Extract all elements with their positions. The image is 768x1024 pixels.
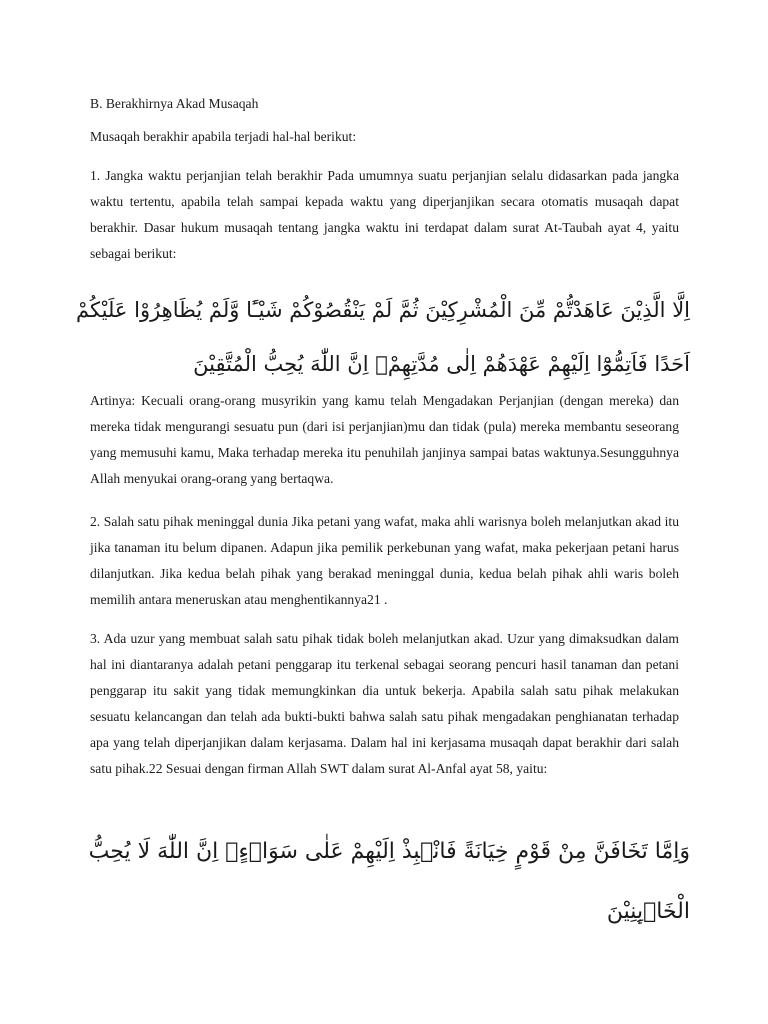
arabic-verse-al-anfal (90, 822, 690, 942)
arabic-verse-line: اِلَّا الَّذِيْنَ عَاهَدْتُّمْ مِّنَ الْمُشْرِكِيْنَ ثُمَّ لَمْ يَنْقُصُوْكُمْ شَيْـًٔا وَّلَمْ يُظَاهِرُوْا عَلَيْكُمْ (76, 298, 690, 322)
arabic-verse-at-taubah (76, 283, 690, 391)
paragraph-point-2: 2. Salah satu pihak meninggal dunia Jika petani yang wafat, maka ahli warisnya boleh melanjutkan akad itu jika tanaman itu belum dipanen. Adapun jika pemilik perkebunan yang wafat, maka pekerjaan petani harus dilanjutkan. Jika kedua belah pihak yang berakad meninggal dunia, kedua belah pihak ahli waris boleh memilih antara meneruskan atau menghentikannya21 . (90, 514, 679, 607)
paragraph-point-1: 1. Jangka waktu perjanjian telah berakhir Pada umumnya suatu perjanjian selalu didasarkan pada jangka waktu tertentu, apabila telah sampai kepada waktu yang diperjanjikan secara otomatis musaqah dapat berakhir. Dasar hukum musaqah tentang jangka waktu ini terdapat dalam surat At-Taubah ayat 4, yaitu sebagai berikut: (90, 168, 679, 261)
arabic-verse-line: اَحَدًا فَاَتِمُّوْٓا اِلَيْهِمْ عَهْدَهُمْ اِلٰى مُدَّتِهِمْۗ اِنَّ اللّٰهَ يُحِبُّ الْمُتَّقِيْنَ (193, 352, 690, 376)
section-heading: B. Berakhirnya Akad Musaqah (90, 96, 259, 111)
paragraph-point-3: 3. Ada uzur yang membuat salah satu pihak tidak boleh melanjutkan akad. Uzur yang dimaksudkan dalam hal ini diantaranya adalah petani penggarap itu terkenal sebagai seorang pencuri hasil tanaman dan petani penggarap itu sakit yang tidak memungkinkan dia untuk bekerja. Apabila salah satu pihak melakukan sesuatu kelancangan dan telah ada bukti-bukti bahwa salah satu pihak mengadakan penghianatan terhadap apa yang telah diperjanjikan dalam kerjasama. Dalam hal ini kerjasama musaqah dapat berakhir dari salah satu pihak.22 Sesuai dengan firman Allah SWT dalam surat Al-Anfal ayat 58, yaitu: (90, 631, 679, 776)
paragraph-translation: Artinya: Kecuali orang-orang musyrikin yang kamu telah Mengadakan Perjanjian (dengan mereka) dan mereka tidak mengurangi sesuatu pun (dari isi perjanjian)mu dan tidak (pula) mereka membantu seseorang yang memusuhi kamu, Maka terhadap mereka itu penuhilah janjinya sampai batas waktunya.Sesungguhnya Allah menyukai orang-orang yang bertaqwa. (90, 393, 679, 486)
arabic-verse-line: الْخَاۤىِٕنِيْنَ (606, 899, 690, 924)
intro-text: Musaqah berakhir apabila terjadi hal-hal berikut: (90, 129, 357, 144)
arabic-verse-line: وَاِمَّا تَخَافَنَّ مِنْ قَوْمٍ خِيَانَةً فَانْۢبِذْ اِلَيْهِمْ عَلٰى سَوَاۤءٍۗ اِنَّ اللّٰهَ لَا يُحِبُّ (88, 839, 690, 864)
